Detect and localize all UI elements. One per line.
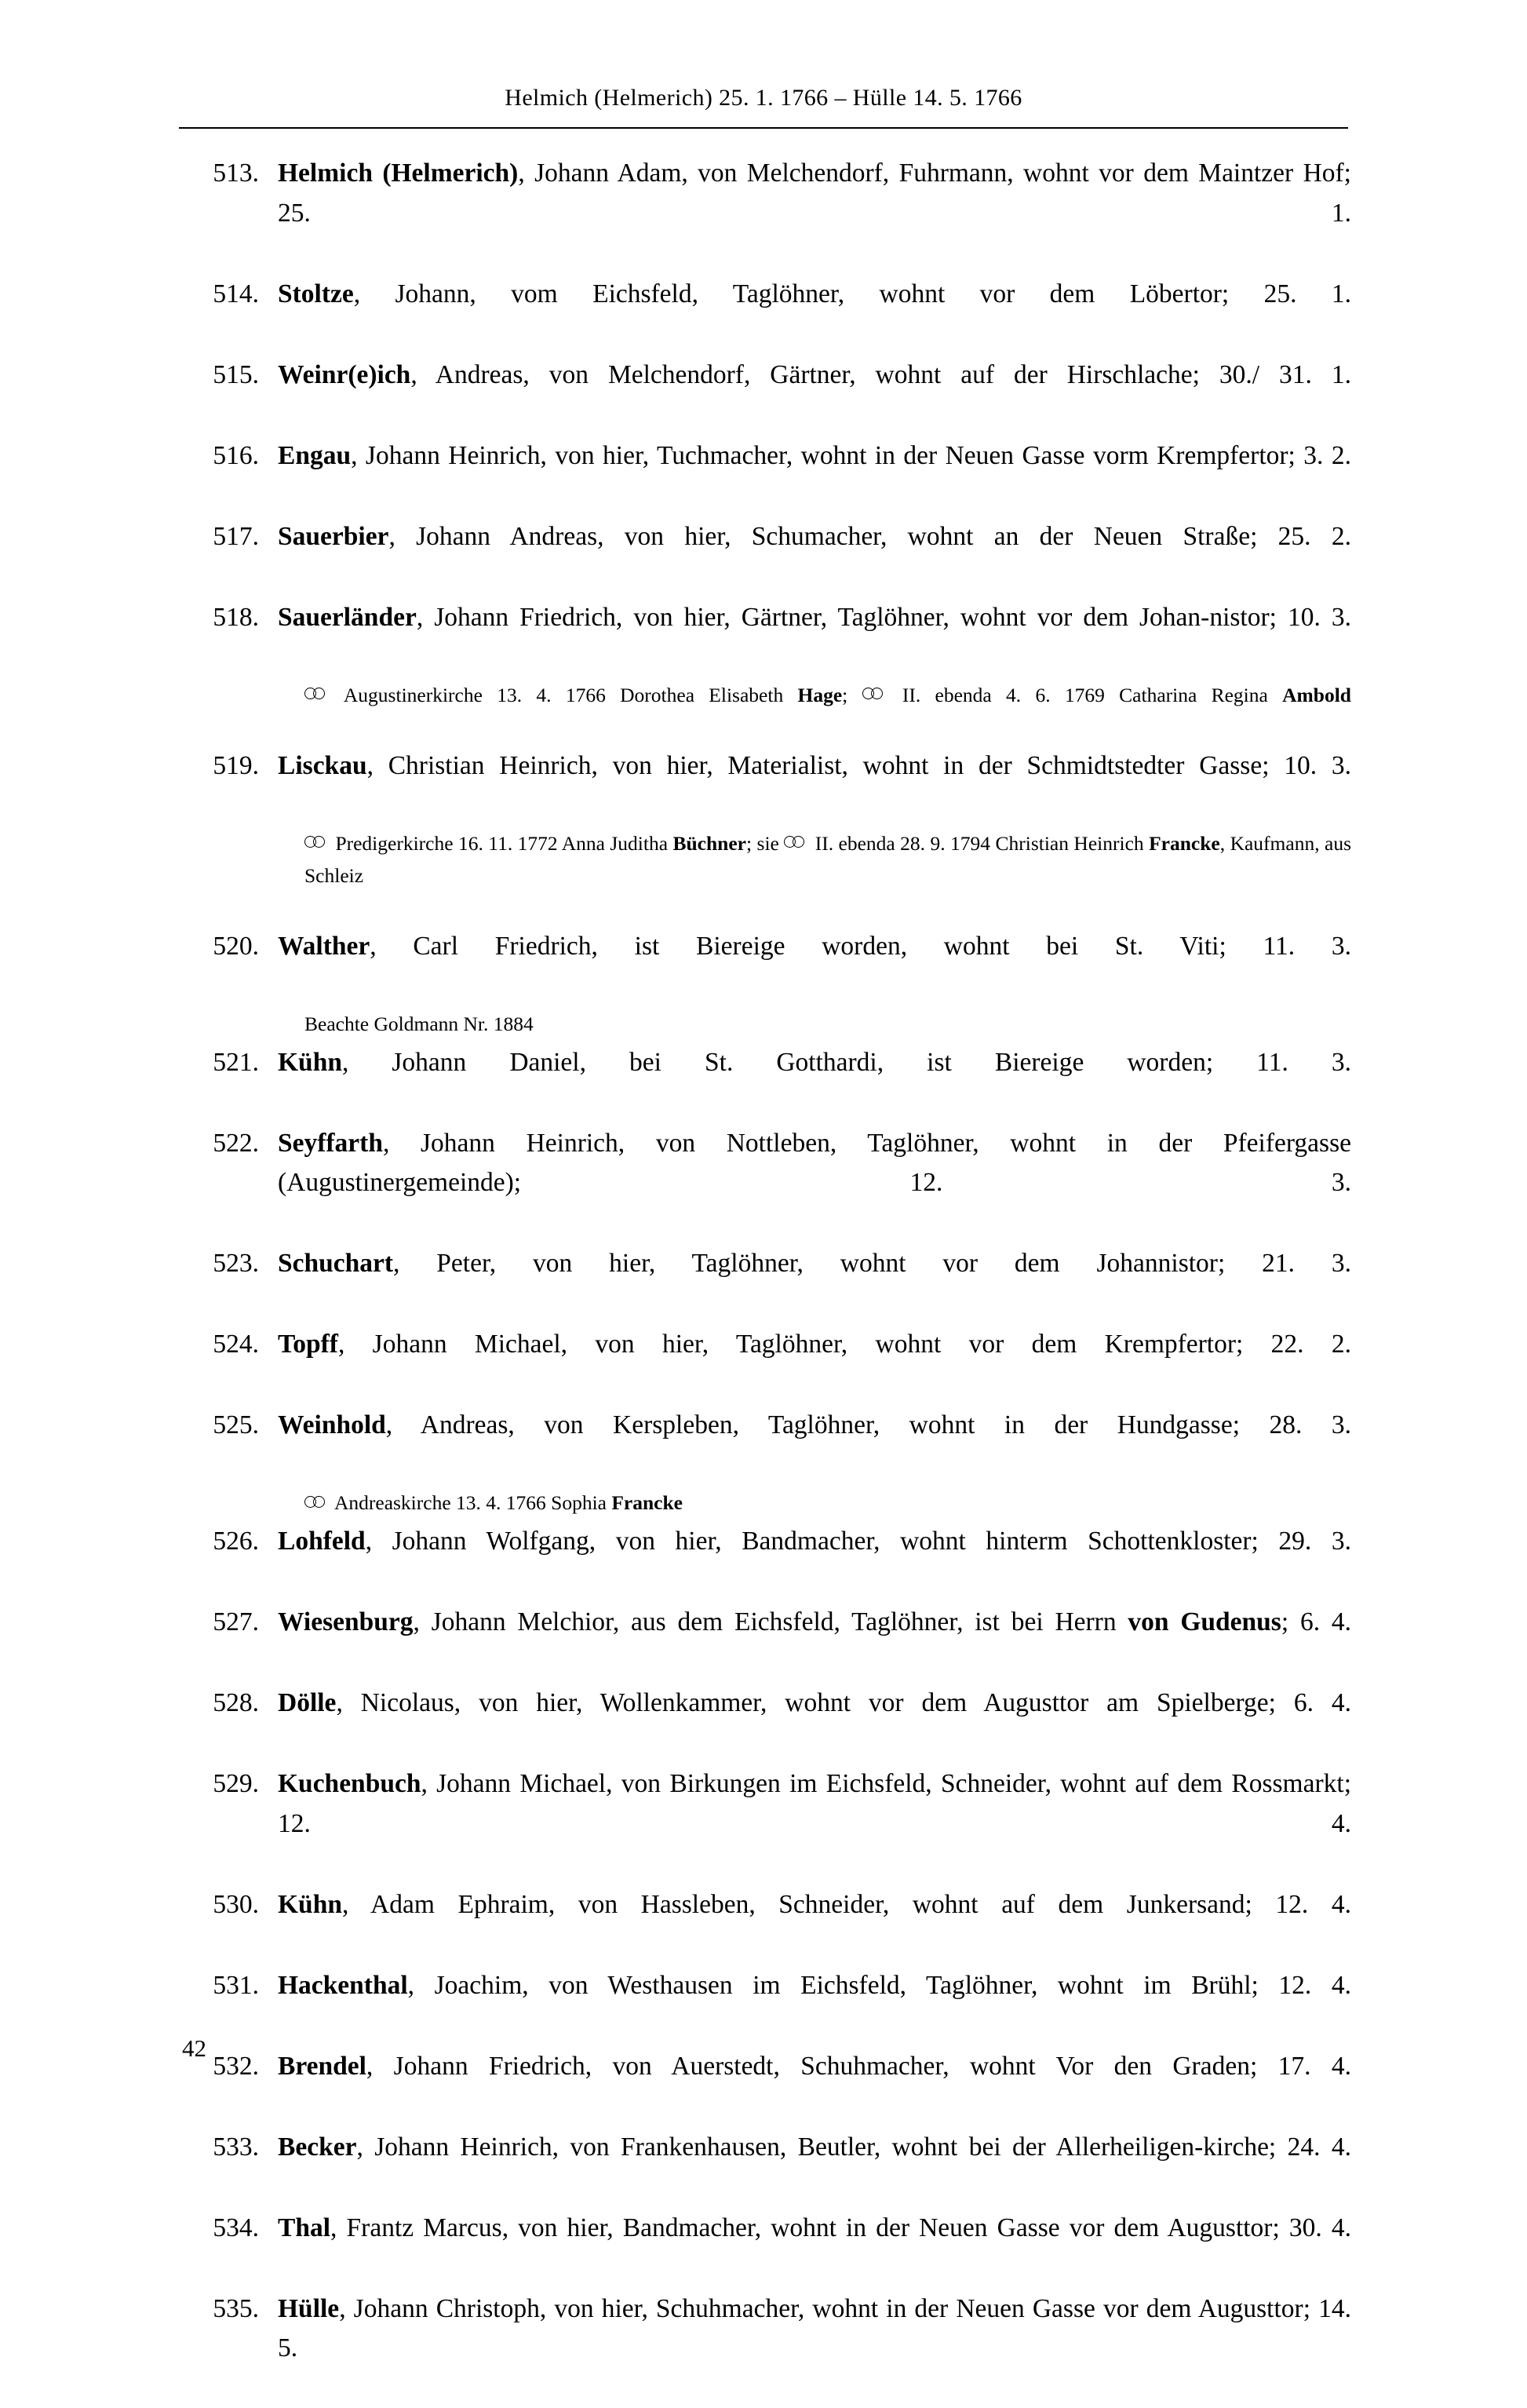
entry [179,154,1351,273]
entry-surname: Kühn [278,1890,342,1919]
entry-surname: Wiesenburg [278,1607,414,1636]
entry-surname: Hülle [278,2294,339,2323]
entry-number: 518. [179,598,259,638]
entry-text: Schuchart, Peter, von hier, Taglöhner, wohnt vor dem Johannistor; 21. 3. [278,1244,1351,1323]
entry-number: 534. [179,2209,259,2249]
entry-number: 528. [179,1684,259,1724]
entry-number: 525. [179,1406,259,1446]
entry-surname: Kühn [278,1048,342,1077]
marriage-symbol-icon [304,1496,328,1509]
entry-surname: Lohfeld [278,1527,366,1556]
entry-text: Thal, Frantz Marcus, von hier, Bandmacher, wohnt in der Neuen Gasse vor dem Augusttor; 30. 4. [278,2209,1351,2288]
entry-number: 526. [179,1522,259,1562]
entry-text: Becker, Johann Heinrich, von Frankenhausen, Beutler, wohnt bei der Allerheiligen-kirche; 24. 4. [278,2128,1351,2207]
entry-note: Andreaskirche 13. 4. 1766 Sophia Francke [179,1487,1351,1519]
entry [179,2289,1351,2408]
entry [179,356,1351,435]
page-number: 42 [182,2034,206,2063]
entry-text: Kuchenbuch, Johann Michael, von Birkungen im Eichsfeld, Schneider, wohnt auf dem Rossmarkt; 12. 4. [278,1764,1351,1884]
marriage-symbol-icon [304,836,328,849]
entry [179,2209,1351,2288]
note-emphasis: Ambold [1282,684,1351,706]
note-emphasis: Francke [611,1491,683,1514]
entry [179,1244,1351,1323]
entry-text: Hülle, Johann Christoph, von hier, Schuhmacher, wohnt in der Neuen Gasse vor dem Augusttor; 14. 5. [278,2289,1351,2408]
entry-number: 530. [179,1885,259,1925]
entry-note: Augustinerkirche 13. 4. 1766 Dorothea Elisabeth Hage; II. ebenda 4. 6. 1769 Catharina Regina Ambold [179,679,1351,743]
entry-surname: Becker [278,2133,356,2162]
entry-surname: Helmich (Helmerich) [278,159,518,188]
entry-note: Predigerkirche 16. 11. 1772 Anna Juditha Büchner; sie II. ebenda 28. 9. 1794 Christian Heinrich Francke, Kaufmann, aus Schleiz [179,827,1351,924]
entry-text: Helmich (Helmerich), Johann Adam, von Melchendorf, Fuhrmann, wohnt vor dem Maintzer Hof; 25. 1. [278,154,1351,273]
marriage-symbol-icon [304,688,328,701]
entry [179,1325,1351,1404]
entry [179,1406,1351,1485]
entry-list [179,154,1351,2408]
entry-number: 515. [179,356,259,396]
marriage-symbol-icon [784,836,807,849]
note-emphasis: Büchner [672,832,746,855]
entry-surname: Brendel [278,2052,366,2081]
entry-surname: Stoltze [278,279,354,308]
entry-number: 521. [179,1043,259,1083]
entry-text: Sauerbier, Johann Andreas, von hier, Schumacher, wohnt an der Neuen Straße; 25. 2. [278,517,1351,597]
entry-number: 535. [179,2289,259,2330]
entry-number: 522. [179,1124,259,1164]
entry-surname: Thal [278,2213,330,2242]
note-emphasis: Francke [1149,832,1220,855]
entry-surname: Topff [278,1330,338,1359]
entry-text: Engau, Johann Heinrich, von hier, Tuchmacher, wohnt in der Neuen Gasse vorm Krempfertor; 3. 2. [278,436,1351,516]
entry-emphasis: von Gudenus [1128,1607,1281,1636]
entry [179,1043,1351,1122]
entry [179,1522,1351,1601]
entry [179,2047,1351,2126]
entry-surname: Weinhold [278,1410,386,1439]
marriage-symbol-icon [862,688,886,701]
entry [179,746,1351,826]
entry-text: Dölle, Nicolaus, von hier, Wollenkammer, wohnt vor dem Augusttor am Spielberge; 6. 4. [278,1684,1351,1763]
entry [179,275,1351,354]
entry-surname: Seyffarth [278,1129,383,1158]
entry-number: 533. [179,2128,259,2168]
entry-surname: Hackenthal [278,1971,408,2000]
entry-number: 516. [179,436,259,476]
entry-surname: Dölle [278,1688,336,1717]
entry-number: 513. [179,154,259,194]
entry-surname: Walther [278,932,370,961]
entry-surname: Engau [278,441,351,470]
entry-number: 517. [179,517,259,557]
entry-text: Walther, Carl Friedrich, ist Biereige worden, wohnt bei St. Viti; 11. 3. [278,927,1351,1006]
entry-text: Seyffarth, Johann Heinrich, von Nottleben, Taglöhner, wohnt in der Pfeifergasse (Augustinergemeinde); 12. 3. [278,1124,1351,1243]
entry [179,1764,1351,1884]
entry-surname: Sauerbier [278,522,388,551]
entry-text: Wiesenburg, Johann Melchior, aus dem Eichsfeld, Taglöhner, ist bei Herrn von Gudenus; 6. 4. [278,1603,1351,1682]
header-rule [179,127,1348,129]
entry-number: 520. [179,927,259,967]
entry-number: 523. [179,1244,259,1284]
entry-text: Kühn, Johann Daniel, bei St. Gotthardi, ist Biereige worden; 11. 3. [278,1043,1351,1122]
entry-text: Kühn, Adam Ephraim, von Hassleben, Schneider, wohnt auf dem Junkersand; 12. 4. [278,1885,1351,1965]
entry-number: 519. [179,746,259,786]
entry-number: 531. [179,1966,259,2006]
entry [179,436,1351,516]
entry-number: 532. [179,2047,259,2087]
entry-text: Hackenthal, Joachim, von Westhausen im Eichsfeld, Taglöhner, wohnt im Brühl; 12. 4. [278,1966,1351,2045]
entry [179,1885,1351,1965]
entry-surname: Lisckau [278,751,367,780]
entry-note: Beachte Goldmann Nr. 1884 [179,1008,1351,1040]
entry-text: Weinr(e)ich, Andreas, von Melchendorf, Gärtner, wohnt auf der Hirschlache; 30./ 31. 1. [278,356,1351,435]
entry-text: Sauerländer, Johann Friedrich, von hier, Gärtner, Taglöhner, wohnt vor dem Johan-nistor; 10. 3. [278,598,1351,677]
entry-number: 529. [179,1764,259,1804]
entry [179,1124,1351,1243]
entry-surname: Sauerländer [278,603,417,632]
note-emphasis: Hage [798,684,843,706]
entry-text: Brendel, Johann Friedrich, von Auerstedt, Schuhmacher, wohnt Vor den Graden; 17. 4. [278,2047,1351,2126]
entry-surname: Schuchart [278,1249,393,1278]
entry-text: Stoltze, Johann, vom Eichsfeld, Taglöhner, wohnt vor dem Löbertor; 25. 1. [278,275,1351,354]
entry-surname: Kuchenbuch [278,1769,421,1798]
entry [179,2128,1351,2207]
entry [179,517,1351,597]
entry-number: 514. [179,275,259,315]
entry-text: Topff, Johann Michael, von hier, Taglöhner, wohnt vor dem Krempfertor; 22. 2. [278,1325,1351,1404]
entry [179,1684,1351,1763]
entry [179,1966,1351,2045]
running-head: Helmich (Helmerich) 25. 1. 1766 – Hülle 14. 5. 1766 [179,85,1348,111]
entry [179,1603,1351,1682]
entry-number: 524. [179,1325,259,1365]
entry [179,927,1351,1006]
entry-text: Weinhold, Andreas, von Kerspleben, Taglöhner, wohnt in der Hundgasse; 28. 3. [278,1406,1351,1485]
entry-number: 527. [179,1603,259,1643]
entry-text: Lohfeld, Johann Wolfgang, von hier, Bandmacher, wohnt hinterm Schottenkloster; 29. 3. [278,1522,1351,1601]
entry [179,598,1351,677]
entry-surname: Weinr(e)ich [278,360,410,389]
entry-text: Lisckau, Christian Heinrich, von hier, Materialist, wohnt in der Schmidtstedter Gasse; 10. 3. [278,746,1351,826]
